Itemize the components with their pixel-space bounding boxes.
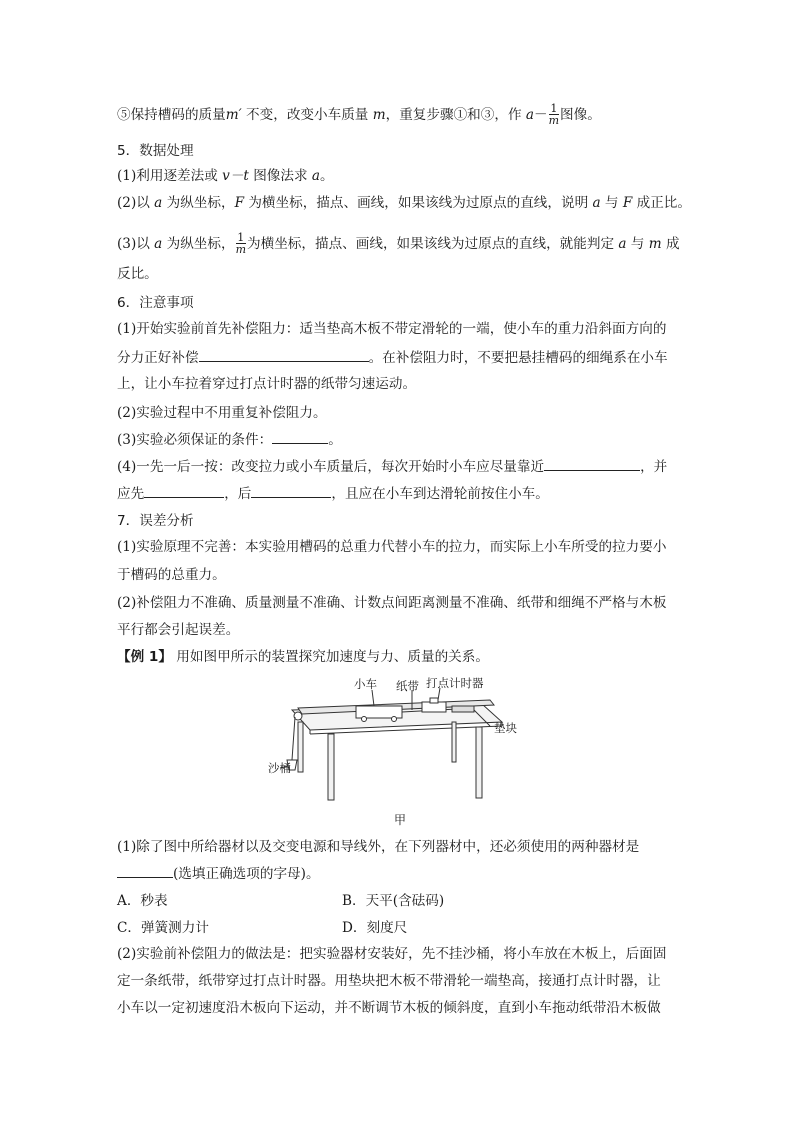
text: 为纵坐标， <box>162 236 235 252</box>
text: 图像。 <box>560 107 601 123</box>
sec6-item3 <box>117 430 342 449</box>
fill-blank[interactable] <box>544 457 640 471</box>
fill-blank[interactable] <box>144 484 224 498</box>
label-car: 小车 <box>354 677 377 691</box>
text: 分力正好补偿 <box>117 350 199 366</box>
section-7-title: 7．误差分析 <box>117 513 194 529</box>
sec7-item2-line2: 平行都会引起误差。 <box>117 622 240 638</box>
car <box>356 706 402 718</box>
sec6-item1-line2 <box>117 348 668 367</box>
sec6-item2: (2)实验过程中不用重复补偿阻力。 <box>117 405 327 421</box>
text: ，重复步骤①和③，作 <box>385 107 526 123</box>
text: 。 <box>328 432 342 448</box>
fill-blank[interactable] <box>272 430 328 444</box>
sec6-item4-line2 <box>117 484 549 503</box>
fraction <box>236 232 246 255</box>
var: m <box>372 107 386 123</box>
example-1-intro <box>117 648 489 666</box>
text: (4)一先一后一按：改变拉力或小车质量后，每次开始时小车应尽量靠近 <box>117 459 545 475</box>
table-leg <box>476 727 482 798</box>
text: (3)以 <box>117 236 155 252</box>
label-block: 垫块 <box>494 721 517 735</box>
text: 图像法求 <box>248 168 312 184</box>
table-leg <box>298 722 303 772</box>
text: (选填正确选项的字母)。 <box>173 866 320 882</box>
option-a[interactable]: A．秒表 <box>117 893 168 909</box>
fill-blank[interactable] <box>117 864 173 878</box>
var: a <box>618 236 627 252</box>
q1-line2 <box>117 864 320 883</box>
fraction-denominator: m <box>235 243 247 256</box>
text: ，且应在小车到达滑轮前按住小车。 <box>331 486 549 502</box>
sec5-item2 <box>117 194 691 212</box>
apparatus-figure <box>262 672 532 832</box>
var: a <box>525 107 534 123</box>
text: 不变，改变小车质量 <box>241 107 373 123</box>
fraction-numerator: 1 <box>237 231 245 244</box>
sec5-item1 <box>117 167 334 185</box>
fill-blank[interactable] <box>251 484 331 498</box>
sec5-item3-line2: 反比。 <box>117 266 158 282</box>
step5-line <box>117 104 601 127</box>
text: 成 <box>661 236 680 252</box>
var: a <box>154 195 163 211</box>
sec7-item1-line2: 于槽码的总重力。 <box>117 567 226 583</box>
var: a <box>311 168 321 184</box>
var: m <box>648 236 662 252</box>
text: 用如图甲所示的装置探究加速度与力、质量的关系。 <box>171 649 489 665</box>
sec7-item2-line1: (2)补偿阻力不准确、质量测量不准确、计数点间距离测量不准确、纸带和细绳不严格与木板 <box>117 595 667 611</box>
q2-line2: 定一条纸带，纸带穿过打点计时器。用垫块把木板不带滑轮一端垫高，接通打点计时器，让 <box>117 973 661 989</box>
option-d[interactable]: D．刻度尺 <box>342 920 408 936</box>
text: － <box>534 107 548 123</box>
text: 与 <box>600 195 623 211</box>
string <box>292 717 295 760</box>
section-5-title: 5．数据处理 <box>117 143 194 159</box>
text: 为横坐标，描点、画线，如果该线为过原点的直线，说明 <box>244 195 593 211</box>
text: ，并 <box>640 459 668 475</box>
option-b[interactable]: B．天平(含砝码) <box>342 893 445 909</box>
label-timer: 打点计时器 <box>426 676 484 690</box>
option-c[interactable]: C．弹簧测力计 <box>117 920 209 936</box>
example-tag: 【例 1】 <box>117 649 172 665</box>
var: a <box>154 236 163 252</box>
q2-line3: 小车以一定初速度沿木板向下运动，并不断调节木板的倾斜度，直到小车拖动纸带沿木板做 <box>117 1000 661 1016</box>
var: m′ <box>225 107 242 123</box>
text: 。在补偿阻力时，不要把悬挂槽码的细绳系在小车 <box>368 350 668 366</box>
var: F <box>622 195 633 211</box>
var: F <box>234 195 245 211</box>
fraction <box>549 103 559 126</box>
text: 应先 <box>117 486 145 502</box>
q1-line1: (1)除了图中所给器材以及交变电源和导线外，在下列器材中，还必须使用的两种器材是 <box>117 839 640 855</box>
text: 与 <box>626 236 649 252</box>
sec5-item3 <box>117 233 680 256</box>
section-6-title: 6．注意事项 <box>117 295 194 311</box>
fraction-denominator: m <box>548 114 560 127</box>
fraction-numerator: 1 <box>550 102 558 115</box>
label-tape: 纸带 <box>396 679 419 693</box>
text: (2)以 <box>117 195 155 211</box>
text: 为横坐标，描点、画线，如果该线为过原点的直线，就能判定 <box>247 236 619 252</box>
var: a <box>592 195 601 211</box>
text: 。 <box>320 168 334 184</box>
q2-line1: (2)实验前补偿阻力的做法是：把实验器材安装好，先不挂沙桶，将小车放在木板上，后面固 <box>117 946 667 962</box>
table-leg <box>328 734 334 800</box>
sec6-item1-line1: (1)开始实验前首先补偿阻力：适当垫高木板不带定滑轮的一端，使小车的重力沿斜面方向的 <box>117 321 667 337</box>
text: 为纵坐标， <box>162 195 235 211</box>
table-leg <box>452 722 456 762</box>
var: v－t <box>222 168 249 184</box>
fill-blank[interactable] <box>199 348 369 362</box>
text: 成正比。 <box>632 195 691 211</box>
sec6-item4-line1 <box>117 457 667 476</box>
text: (3)实验必须保证的条件： <box>117 432 273 448</box>
text: ，后 <box>224 486 252 502</box>
sec6-item1-line3: 上，让小车拉着穿过打点计时器的纸带匀速运动。 <box>117 376 417 392</box>
label-bucket: 沙桶 <box>268 761 291 775</box>
text: (1)利用逐差法或 <box>117 168 223 184</box>
text: ⑤保持槽码的质量 <box>117 107 226 123</box>
figure-caption: 甲 <box>394 813 407 827</box>
block <box>452 706 474 712</box>
sec7-item1-line1: (1)实验原理不完善：本实验用槽码的总重力代替小车的拉力，而实际上小车所受的拉力要小 <box>117 539 667 555</box>
